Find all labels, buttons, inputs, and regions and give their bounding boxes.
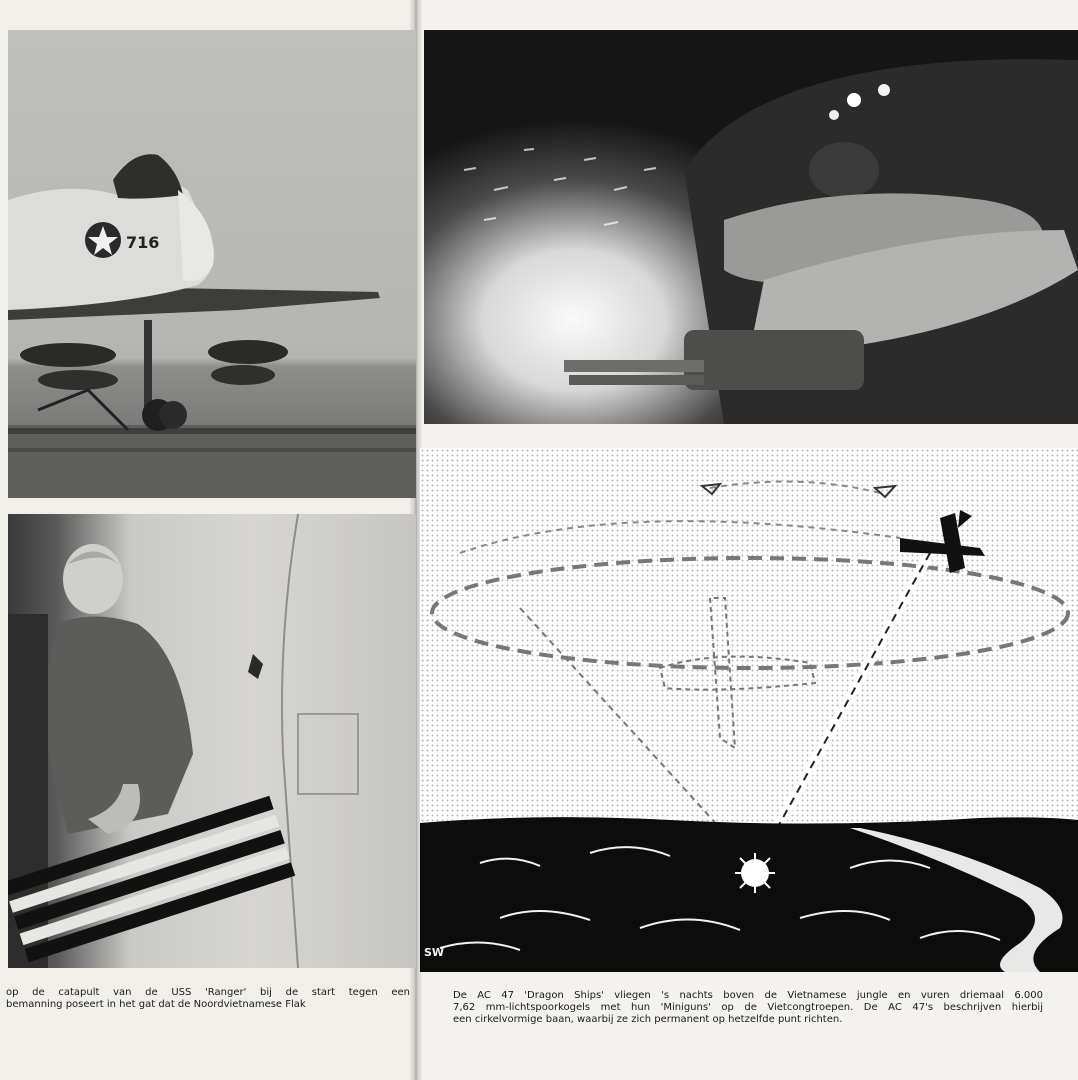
crew-drawing [8, 514, 416, 968]
right-caption-line: De AC 47 'Dragon Ships' vliegen 's nachts boven de Vietnamese jungle en vuren driemaal 6.000 [453, 990, 1043, 1001]
jet-number: 716 [126, 233, 160, 252]
photo-minigun-night [424, 30, 1078, 424]
minigun-drawing [424, 30, 1078, 424]
photo-jet-catapult [8, 30, 416, 498]
left-caption [6, 987, 410, 1011]
jet-drawing [8, 30, 416, 498]
right-caption-line: een cirkelvormige baan, waarbij ze zich permanent op hetzelfde punt richten. [453, 1014, 843, 1025]
left-caption-line: op de catapult van de USS 'Ranger' bij de start tegen een [6, 987, 410, 998]
illustration-drawing [420, 448, 1078, 972]
illustration-ac47-orbit [420, 448, 1078, 972]
artist-signature: SW [424, 946, 445, 959]
left-caption-line: bemanning poseert in het gat dat de Noordvietnamese Flak [6, 999, 306, 1010]
photo-crew-member [8, 514, 416, 968]
right-caption [453, 990, 1043, 1026]
right-caption-line: 7,62 mm-lichtspoorkogels met hun 'Miniguns' op de Vietcongtroepen. De AC 47's beschrijven hierbij [453, 1002, 1043, 1013]
